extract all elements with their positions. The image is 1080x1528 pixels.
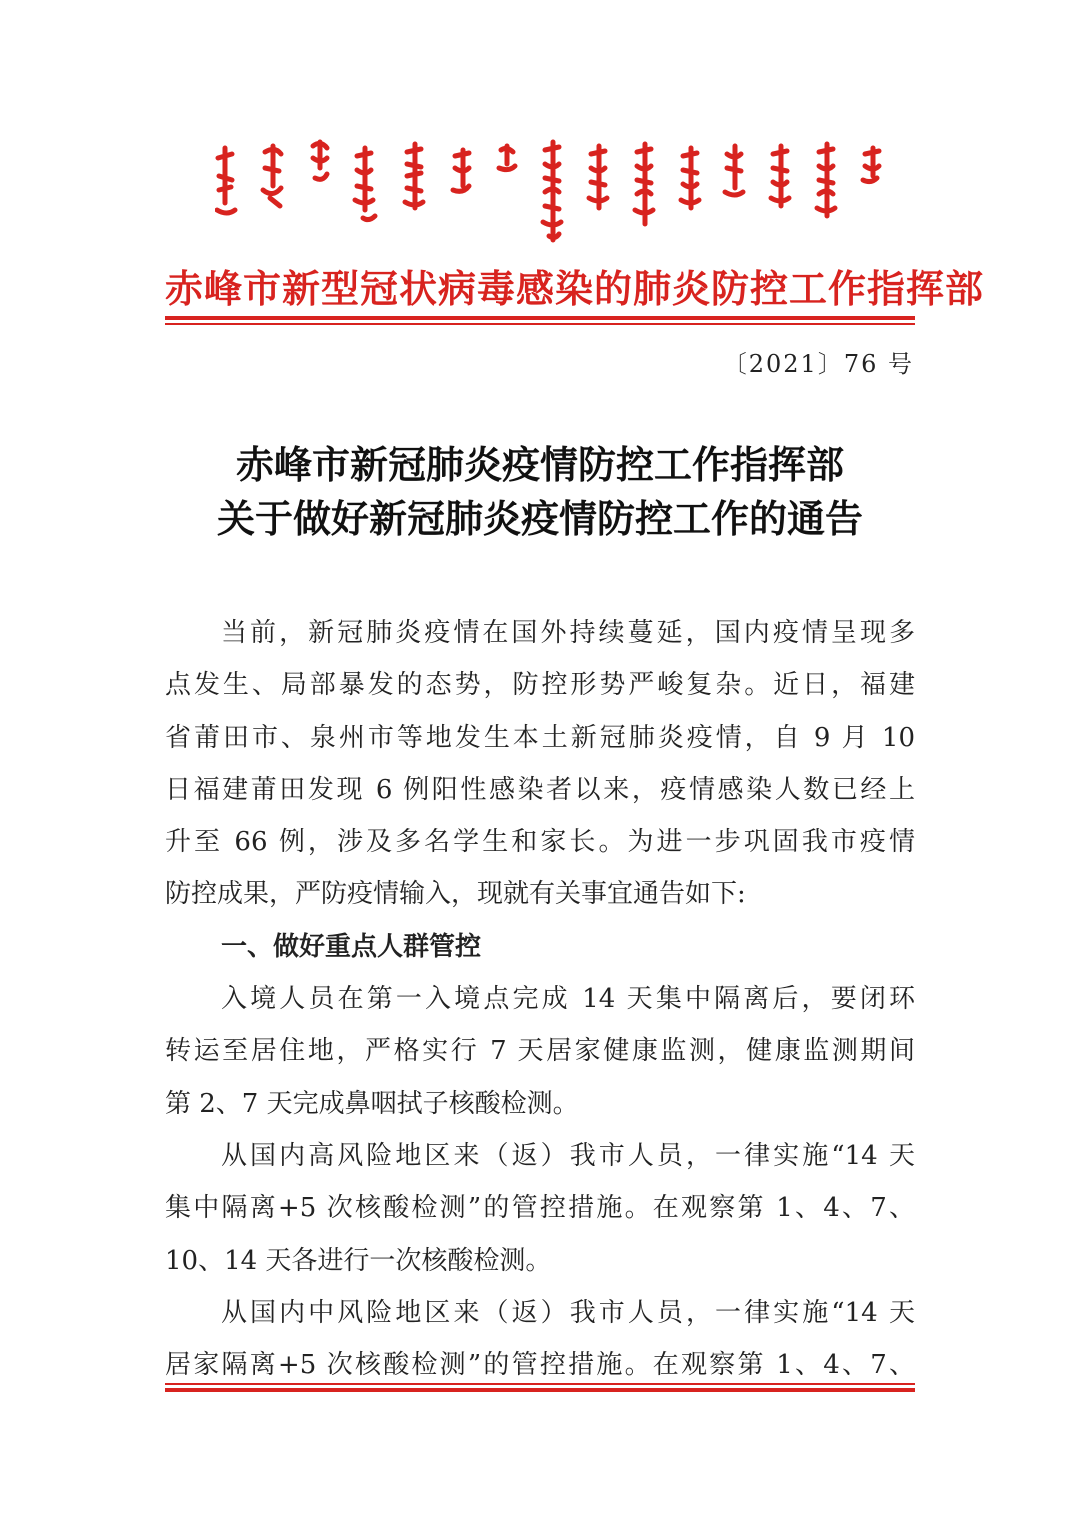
body-line: 日福建莆田发现 6 例阳性感染者以来，疫情感染人数已经上 (165, 774, 915, 805)
issuer-header: 赤峰市新型冠状病毒感染的肺炎防控工作指挥部 (165, 267, 985, 311)
mongolian-script-title (215, 128, 895, 253)
body-line: 点发生、局部暴发的态势，防控形势严峻复杂。近日，福建 (165, 670, 915, 701)
document-body (165, 607, 915, 1391)
footer-red-rule-thin (165, 1383, 915, 1385)
document-number: 〔2021〕76 号 (722, 350, 914, 378)
body-line: 入境人员在第一入境点完成 14 天集中隔离后，要闭环 (221, 984, 915, 1015)
body-line: 升至 66 例，涉及多名学生和家长。为进一步巩固我市疫情 (165, 827, 915, 858)
title-line-2: 关于做好新冠肺炎疫情防控工作的通告 (216, 496, 863, 541)
body-line: 转运至居住地，严格实行 7 天居家健康监测，健康监测期间 (165, 1036, 915, 1067)
body-line: 集中隔离+5 次核酸检测”的管控措施。在观察第 1、4、7、 (165, 1193, 915, 1224)
body-line: 当前，新冠肺炎疫情在国外持续蔓延，国内疫情呈现多 (221, 618, 915, 648)
title-line-1: 赤峰市新冠肺炎疫情防控工作指挥部 (235, 442, 844, 487)
footer-red-rule-thick (165, 1388, 915, 1392)
body-line: 从国内中风险地区来（返）我市人员，一律实施“14 天 (221, 1297, 915, 1328)
body-line: 居家隔离+5 次核酸检测”的管控措施。在观察第 1、4、7、 (165, 1350, 915, 1381)
body-line: 10、14 天各进行一次核酸检测。 (165, 1245, 552, 1276)
document-title (120, 438, 960, 546)
body-line: 防控成果，严防疫情输入，现就有关事宜通告如下: (165, 879, 746, 910)
header-red-rule-thin (165, 323, 915, 325)
body-line: 从国内高风险地区来（返）我市人员，一律实施“14 天 (221, 1140, 915, 1171)
body-line: 省莆田市、泉州市等地发生本土新冠肺炎疫情，自 9 月 10 (165, 722, 915, 753)
body-line: 第 2、7 天完成鼻咽拭子核酸检测。 (165, 1088, 579, 1119)
header-red-rule-thick (165, 316, 915, 320)
section-heading: 一、做好重点人群管控 (221, 931, 482, 962)
